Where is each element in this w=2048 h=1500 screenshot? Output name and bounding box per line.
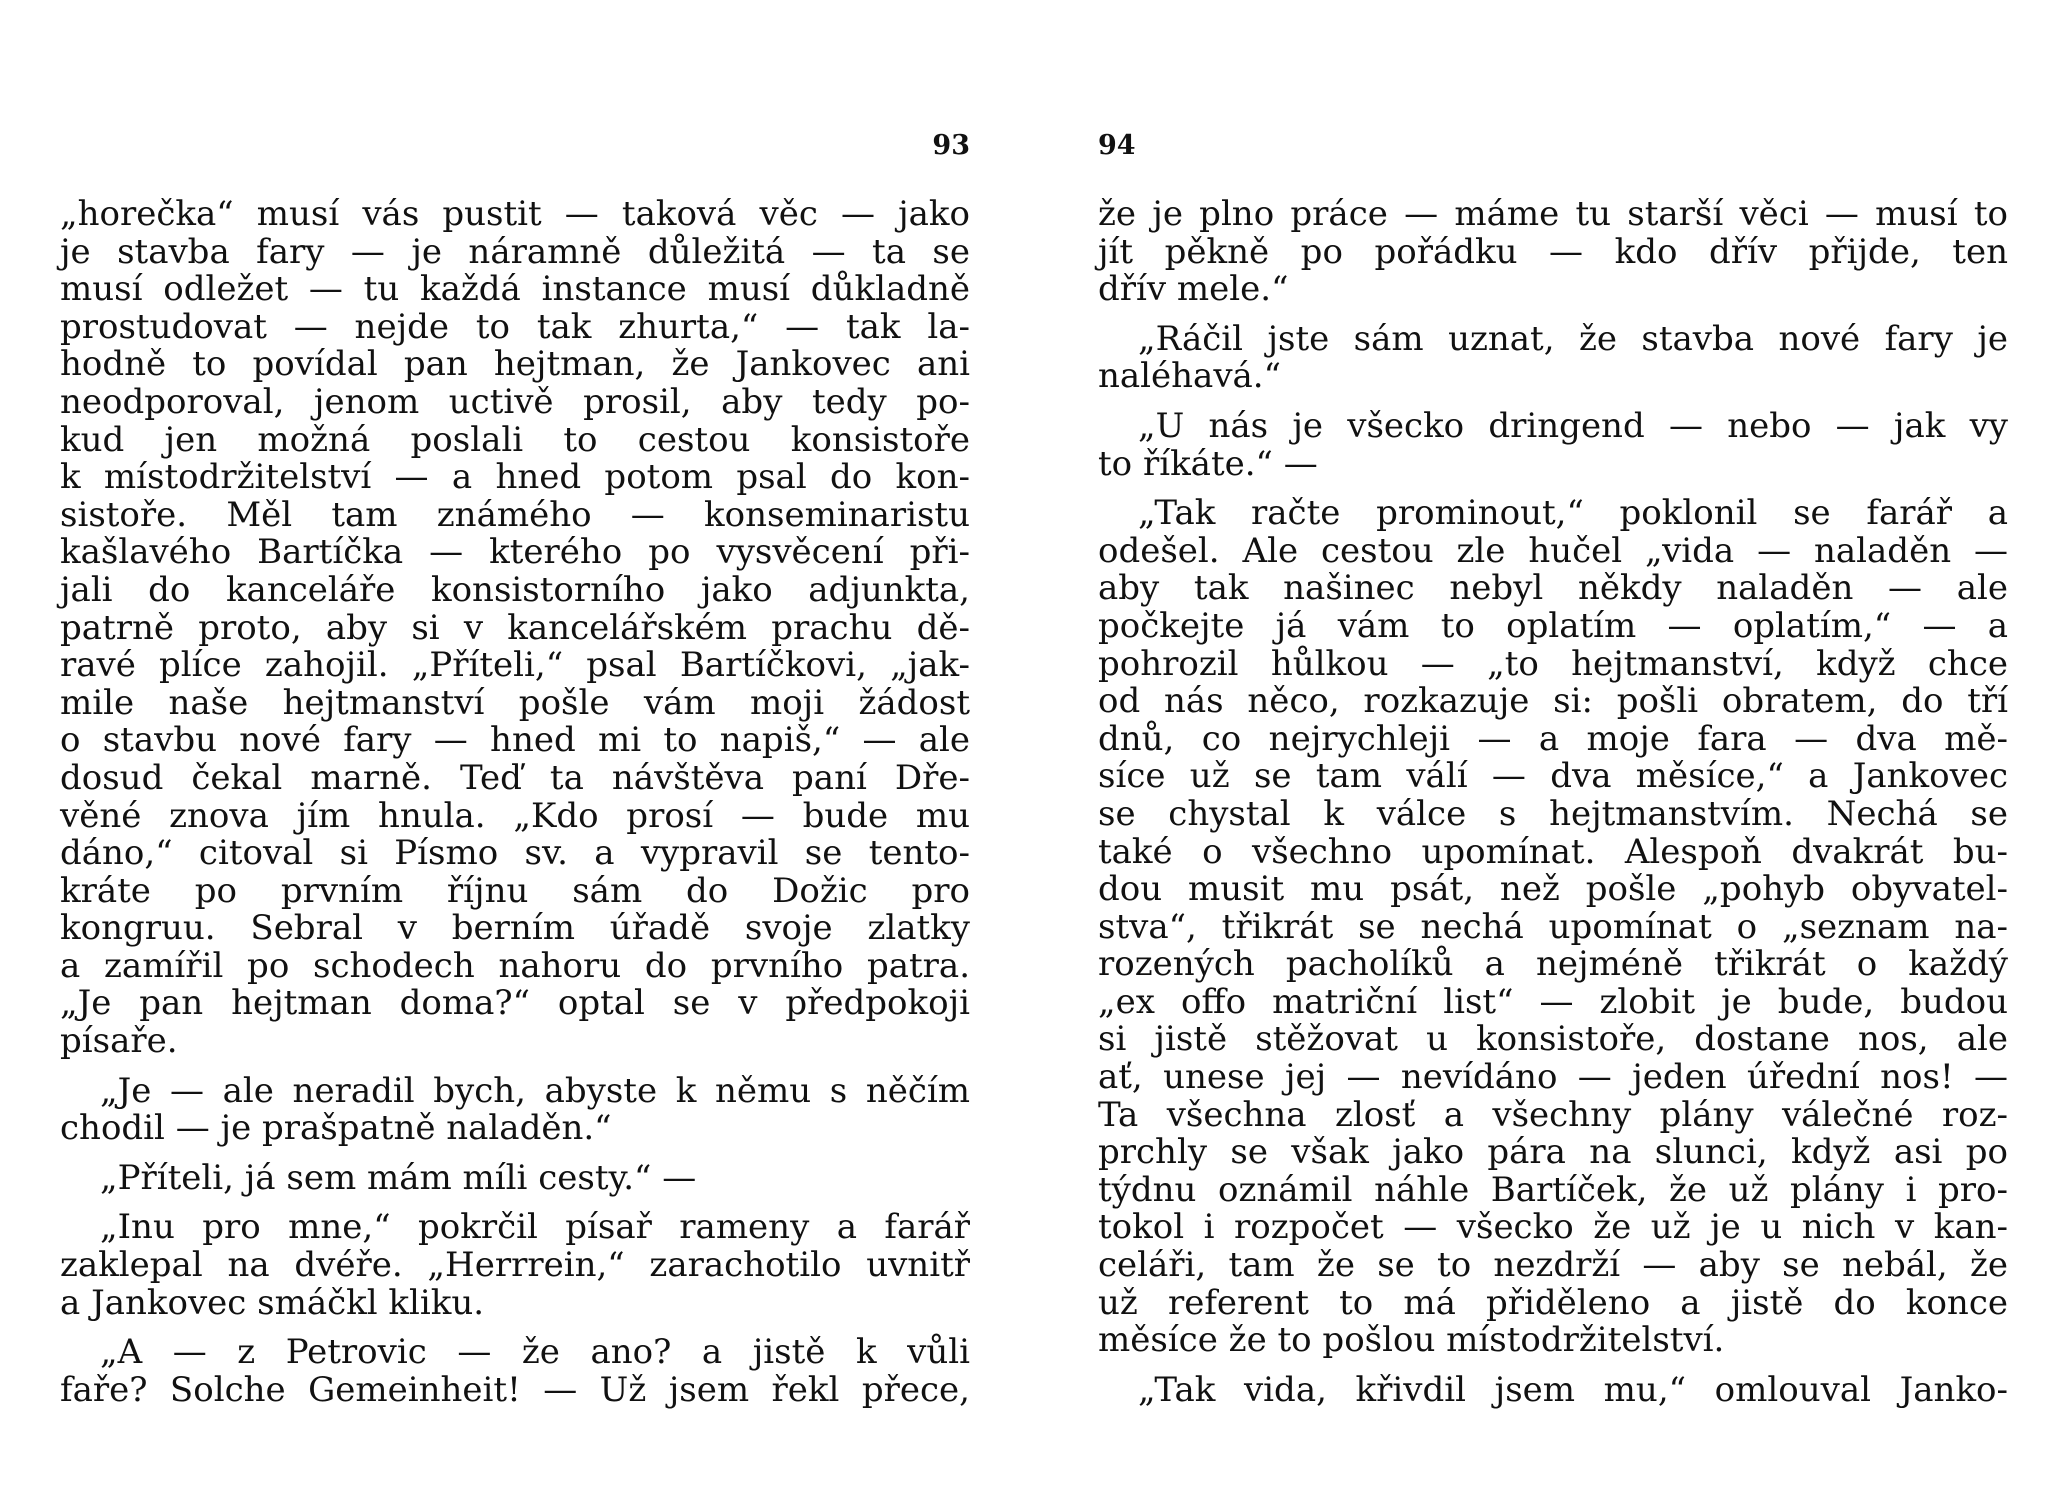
text-line: počkejte já vám to oplatím — oplatím,“ — a <box>1098 605 2008 646</box>
text-line: hodně to povídal pan hejtman, že Jankovec ani <box>60 344 970 385</box>
text-line: celáři, tam že se to nezdrží — aby se nebál, že <box>1098 1245 2008 1286</box>
text-line: „horečka“ musí vás pustit — taková věc — jako <box>60 194 970 234</box>
text-line: odešel. Ale cestou zle hučel „vida — naladěn — <box>1098 530 2008 571</box>
text-line: „ex offo matriční list“ — zlobit je bude, budou <box>1098 981 2008 1022</box>
page-text <box>60 196 970 1409</box>
text-line: kongruu. Sebral v berním úřadě svoje zlatky <box>60 908 970 949</box>
text-line: prostudovat — nejde to tak zhurta,“ — tak la- <box>60 306 970 347</box>
text-line: „Tak vida, křivdil jsem mu,“ omlouval Janko- <box>1138 1369 2008 1410</box>
text-line: dáno,“ citoval si Písmo sv. a vypravil se tento- <box>60 833 970 874</box>
text-line: týdnu oznámil náhle Bartíček, že už plány i pro- <box>1098 1169 2008 1210</box>
text-line: dou musit mu psát, než pošle „pohyb obyvatel- <box>1098 869 2008 910</box>
text-line: mile naše hejtmanství pošle vám moji žádost <box>60 682 970 723</box>
text-line: si jistě stěžovat u konsistoře, dostane nos, ale <box>1098 1019 2008 1060</box>
text-line: ať, unese jej — nevídáno — jeden úřední nos! — <box>1098 1057 2008 1098</box>
text-line: měsíce že to pošlou místodržitelství. <box>1098 1320 1725 1361</box>
text-line: je stavba fary — je náramně důležitá — ta se <box>60 231 970 272</box>
text-line: „Ráčil jste sám uznat, že stavba nové fary je <box>1138 318 2008 359</box>
text-line: už referent to má přiděleno a jistě do konce <box>1098 1282 2008 1323</box>
text-line: „Je pan hejtman doma?“ optal se v předpokoji <box>60 983 970 1024</box>
text-line: to říkáte.“ — <box>1098 443 1318 484</box>
text-line: aby tak našinec nebyl někdy naladěn — ale <box>1098 568 2008 609</box>
page-number: 93 <box>932 130 970 161</box>
text-line: věné znova jím hnula. „Kdo prosí — bude mu <box>60 795 970 836</box>
text-line: „Tak račte prominout,“ poklonil se farář a <box>1138 493 2008 534</box>
text-line: faře? Solche Gemeinheit! — Už jsem řekl přece, <box>60 1369 970 1410</box>
text-line: „Inu pro mne,“ pokrčil písař rameny a farář <box>100 1207 970 1248</box>
text-line: naléhavá.“ <box>1098 356 1281 397</box>
text-line: musí odležet — tu každá instance musí důkladně <box>60 269 970 310</box>
text-line: kašlavého Bartíčka — kterého po vysvěcení při- <box>60 532 970 573</box>
text-line: „U nás je všecko dringend — nebo — jak vy <box>1138 405 2008 446</box>
text-line: „Příteli, já sem mám míli cesty.“ — <box>100 1157 697 1198</box>
text-line: tokol i rozpočet — všecko že už je u nich v kan- <box>1098 1207 2008 1248</box>
text-line: že je plno práce — máme tu starší věci — musí to <box>1098 194 2008 234</box>
text-line: a zamířil po schodech nahoru do prvního patra. <box>60 945 970 986</box>
text-line: chodil — je prašpatně naladěn.“ <box>60 1108 612 1149</box>
text-line: o stavbu nové fary — hned mi to napiš,“ — ale <box>60 720 970 761</box>
text-line: ravé plíce zahojil. „Příteli,“ psal Bartíčkovi, „jak- <box>60 645 970 686</box>
text-line: síce už se tam válí — dva měsíce,“ a Jankovec <box>1098 756 2008 797</box>
page-number: 94 <box>1098 130 1136 161</box>
text-line: „Je — ale neradil bych, abyste k němu s něčím <box>100 1070 970 1111</box>
text-line: „A — z Petrovic — že ano? a jistě k vůli <box>100 1332 970 1373</box>
text-line: od nás něco, rozkazuje si: pošli obratem, do tří <box>1098 681 2008 722</box>
text-line: neodporoval, jenom uctivě prosil, aby tedy po- <box>60 381 970 422</box>
right-page <box>1098 0 2008 1500</box>
text-line: patrně proto, aby si v kancelářském prachu dě- <box>60 607 970 648</box>
text-line: prchly se však jako pára na slunci, když asi po <box>1098 1132 2008 1173</box>
text-line: dosud čekal marně. Teď ta návštěva paní Dře- <box>60 757 970 798</box>
text-line: kud jen možná poslali to cestou konsistoře <box>60 419 970 460</box>
text-line: zaklepal na dvéře. „Herrrein,“ zarachotilo uvnitř <box>60 1245 970 1286</box>
text-line: pohrozil hůlkou — „to hejtmanství, když chce <box>1098 643 2008 684</box>
text-line: sistoře. Měl tam známého — konseminaristu <box>60 494 970 535</box>
text-line: stva“, třikrát se nechá upomínat o „seznam na- <box>1098 906 2008 947</box>
text-line: jali do kanceláře konsistorního jako adjunkta, <box>60 569 970 610</box>
page-text <box>1098 196 2008 1409</box>
text-line: jít pěkně po pořádku — kdo dřív přijde, ten <box>1098 231 2008 272</box>
text-line: kráte po prvním říjnu sám do Dožic pro <box>60 870 970 911</box>
text-line: se chystal k válce s hejtmanstvím. Nechá se <box>1098 793 2008 834</box>
left-page <box>60 0 970 1500</box>
text-line: dnů, co nejrychleji — a moje fara — dva mě- <box>1098 718 2008 759</box>
text-line: písaře. <box>60 1021 178 1062</box>
text-line: Ta všechna zlosť a všechny plány válečné roz- <box>1098 1094 2008 1135</box>
text-line: a Jankovec smáčkl kliku. <box>60 1282 485 1323</box>
text-line: také o všechno upomínat. Alespoň dvakrát bu- <box>1098 831 2008 872</box>
text-line: dřív mele.“ <box>1098 269 1289 310</box>
text-line: rozených pacholíků a nejméně třikrát o každý <box>1098 944 2008 985</box>
text-line: k místodržitelství — a hned potom psal do kon- <box>60 457 970 498</box>
